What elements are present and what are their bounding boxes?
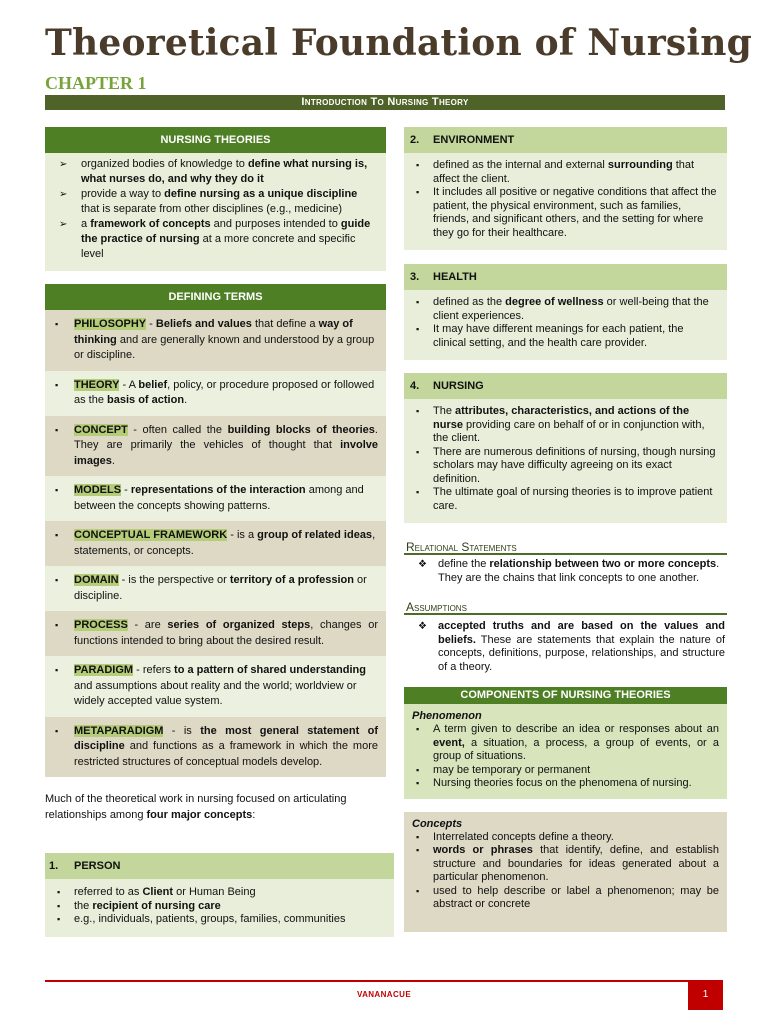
health-list <box>404 290 727 360</box>
square-bullet-icon: ▪ <box>55 530 59 540</box>
list-item: ▪ Interrelated concepts define a theory. <box>416 830 614 843</box>
term-paradigm: ▪ PARADIGM - refers to a pattern of shared understanding and assumptions about reality and the world; worldview or widely accepted value system. <box>45 656 386 717</box>
list-item: ➢ organized bodies of knowledge to define what nursing is, what nurses do, and why they do it <box>59 158 368 185</box>
concepts-box <box>404 812 727 932</box>
footer-author: VANANACUE <box>356 990 412 999</box>
square-bullet-icon: ▪ <box>57 900 61 911</box>
square-bullet-icon: ▪ <box>416 324 420 334</box>
nursing-list <box>404 399 727 523</box>
square-bullet-icon: ▪ <box>55 485 59 495</box>
page-number: 1 <box>688 980 723 1010</box>
nursing-theories-heading: NURSING THEORIES <box>45 127 386 153</box>
assumptions-heading: Assumptions <box>404 600 727 615</box>
assumptions <box>404 600 727 674</box>
list-item: ▪ may be temporary or permanent <box>416 763 591 776</box>
components-heading: COMPONENTS OF NURSING THEORIES <box>404 687 727 704</box>
square-bullet-icon: ▪ <box>55 424 59 435</box>
list-item: ▪ It includes all positive or negative conditions that affect the patient, the physical environment, such as families, friends, and significant others, and the setting for where they go for their healthcare. <box>416 186 717 239</box>
square-bullet-icon: ▪ <box>416 885 420 896</box>
list-item: ▪ referred to as Client or Human Being <box>57 886 256 898</box>
square-bullet-icon: ▪ <box>55 725 59 736</box>
list-item: ▪ words or phrases that identify, define, and establish structure and boundaries for ideas generated about a particular phenomenon. <box>416 844 719 883</box>
right-column <box>404 127 727 932</box>
square-bullet-icon: ▪ <box>55 319 59 329</box>
list-item: ▪ defined as the internal and external surrounding that affect the client. <box>416 159 695 185</box>
phenomenon-list <box>412 723 719 791</box>
list-item: ❖ accepted truths and are based on the values and beliefs. These are statements that explain the nature of concepts, definitions, purpose, relationships, and structure of a theory. <box>418 620 725 673</box>
square-bullet-icon: ▪ <box>416 831 420 842</box>
components-box <box>404 687 727 932</box>
arrow-bullet-icon: ➢ <box>59 219 68 230</box>
term-metaparadigm: ▪ METAPARADIGM - is the most general statement of discipline and functions as a framework in which the more restricted structures of conceptual models develop. <box>45 717 386 778</box>
square-bullet-icon: ▪ <box>416 297 420 307</box>
nursing-theories-box <box>45 127 386 271</box>
square-bullet-icon: ▪ <box>55 620 59 630</box>
square-bullet-icon: ▪ <box>416 778 420 788</box>
intro-paragraph: Much of the theoretical work in nursing focused on articulating relationships among four major concepts: <box>45 793 347 821</box>
square-bullet-icon: ▪ <box>55 575 59 585</box>
term-philosophy: ▪ PHILOSOPHY - Beliefs and values that define a way of thinking and are generally known and understood by a group or discipline. <box>45 310 386 371</box>
concepts-list <box>412 831 719 912</box>
square-bullet-icon: ▪ <box>416 487 420 497</box>
defining-terms-box <box>45 284 386 777</box>
person-heading: 1. PERSON <box>45 853 394 879</box>
list-item: ▪ e.g., individuals, patients, groups, families, communities <box>57 913 346 925</box>
list-item: ▪ defined as the degree of wellness or well-being that the client experiences. <box>416 296 709 322</box>
list-item: ▪ A term given to describe an idea or responses about an event, a situation, a process, a group of events, or a group of situations. <box>416 723 719 762</box>
square-bullet-icon: ▪ <box>57 887 61 897</box>
square-bullet-icon: ▪ <box>55 665 59 675</box>
square-bullet-icon: ▪ <box>416 406 420 416</box>
chapter-label: CHAPTER 1 <box>45 73 147 93</box>
list-item: ▪ used to help describe or label a phenomenon; may be abstract or concrete <box>416 884 719 910</box>
list-item: ➢ a framework of concepts and purposes intended to guide the practice of nursing at a more concrete and specific level <box>59 218 371 260</box>
phenomenon-title: Phenomenon <box>412 710 482 722</box>
health-box <box>404 264 727 360</box>
relational-statements <box>404 540 727 585</box>
list-item: ▪ the recipient of nursing care <box>57 899 221 912</box>
square-bullet-icon: ▪ <box>416 764 420 775</box>
list-item: ▪ The ultimate goal of nursing theories is to improve patient care. <box>416 486 713 512</box>
environment-heading: 2. ENVIRONMENT <box>404 127 727 153</box>
square-bullet-icon: ▪ <box>416 160 420 170</box>
list-item: ▪ Nursing theories focus on the phenomena of nursing. <box>416 777 692 789</box>
concepts-title: Concepts <box>412 817 463 830</box>
diamond-bullet-icon: ❖ <box>418 559 427 570</box>
list-item: ▪ It may have different meanings for each patient, the clinical setting, and the health care provider. <box>416 323 684 349</box>
term-process: ▪ PROCESS - are series of organized steps, changes or functions intended to bring about the desired result. <box>45 611 386 656</box>
list-item: ❖ define the relationship between two or more concepts. They are the chains that link concepts to one another. <box>418 558 720 584</box>
square-bullet-icon: ▪ <box>416 724 420 734</box>
section-banner: Introduction To Nursing Theory <box>45 95 725 110</box>
arrow-bullet-icon: ➢ <box>59 189 68 200</box>
environment-list <box>404 153 727 250</box>
square-bullet-icon: ▪ <box>57 914 61 924</box>
person-box <box>45 853 394 937</box>
square-bullet-icon: ▪ <box>416 845 420 855</box>
page-title: Theoretical Foundation of Nursing <box>45 22 752 64</box>
health-heading: 3. HEALTH <box>404 264 727 290</box>
nursing-box <box>404 373 727 523</box>
phenomenon-box <box>404 704 727 799</box>
nursing-theories-list <box>45 153 386 271</box>
person-list <box>45 879 394 937</box>
square-bullet-icon: ▪ <box>416 446 420 457</box>
term-theory: ▪ THEORY - A belief, policy, or procedure proposed or followed as the basis of action. <box>45 371 386 416</box>
nursing-heading: 4. NURSING <box>404 373 727 399</box>
term-models: ▪ MODELS - representations of the interaction among and between the concepts showing patterns. <box>45 476 386 521</box>
term-conceptual-framework: ▪ CONCEPTUAL FRAMEWORK - is a group of related ideas, statements, or concepts. <box>45 521 386 566</box>
term-domain: ▪ DOMAIN - is the perspective or territory of a profession or discipline. <box>45 566 386 611</box>
environment-box <box>404 127 727 250</box>
list-item: ▪ There are numerous definitions of nursing, though nursing scholars may have difficulty agreeing on its exact definition. <box>416 445 716 485</box>
diamond-bullet-icon: ❖ <box>418 621 427 632</box>
left-column <box>45 127 386 937</box>
defining-terms-heading: DEFINING TERMS <box>45 284 386 310</box>
relational-statements-heading: Relational Statements <box>404 540 727 555</box>
square-bullet-icon: ▪ <box>55 379 59 390</box>
list-item: ▪ The attributes, characteristics, and actions of the nurse providing care on behalf of or in conjunction with, the client. <box>416 405 705 444</box>
square-bullet-icon: ▪ <box>416 187 420 197</box>
arrow-bullet-icon: ➢ <box>59 159 68 170</box>
term-concept: ▪ CONCEPT - often called the building blocks of theories. They are primarily the vehicles of thought that involve images. <box>45 416 386 477</box>
footer-divider <box>45 980 723 982</box>
list-item: ➢ provide a way to define nursing as a unique discipline that is separate from other disciplines (e.g., medicine) <box>59 188 358 215</box>
